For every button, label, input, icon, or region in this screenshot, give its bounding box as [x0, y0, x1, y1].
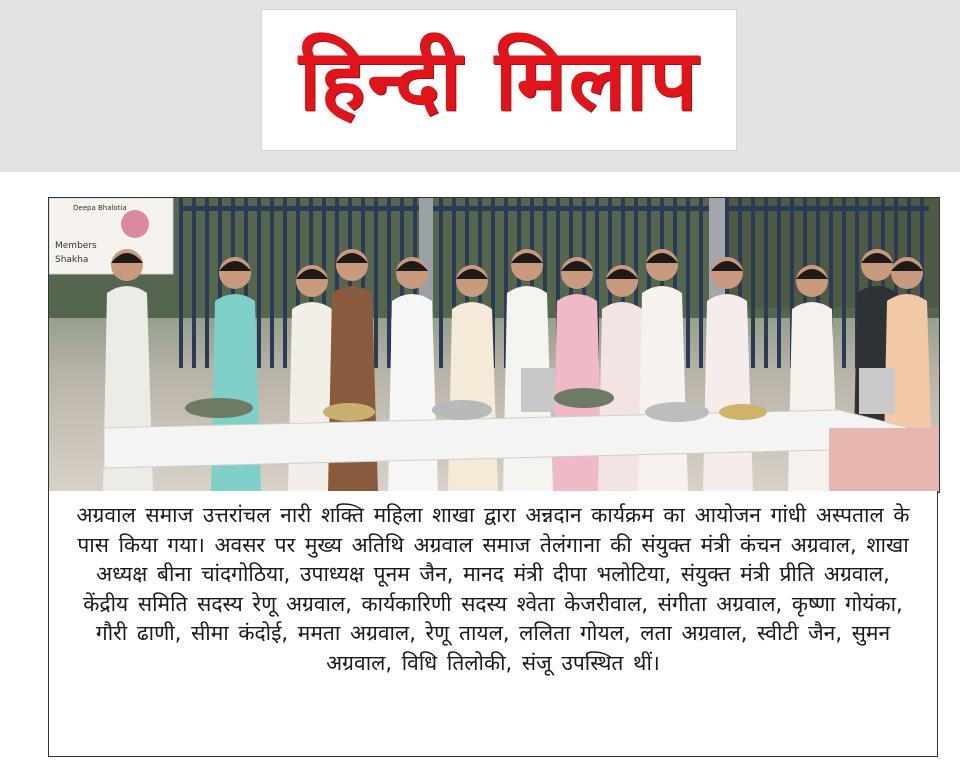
leaf-plate-stack	[185, 398, 253, 418]
fence-bar	[699, 198, 703, 368]
steel-bucket	[521, 368, 555, 412]
pink-table	[829, 428, 939, 492]
fence-rail	[179, 206, 929, 211]
food-bowl	[323, 403, 375, 421]
fence-bar	[686, 198, 690, 368]
news-caption: अग्रवाल समाज उत्तरांचल नारी शक्ति महिला शाखा द्वारा अन्नदान कार्यक्रम का आयोजन गांधी अस्पताल के पास किया गया। अवसर पर मुख्य अतिथि अग्रवाल समाज तेलंगाना की संयुक्त मंत्री कंचन अग्रवाल, शाखा अध्यक्ष बीना चांदगोठिया, उपाध्यक्ष पूनम जैन, मानद मंत्री दीपा भलोटिया, संयुक्त मंत्री प्रीति अग्रवाल, केंद्रीय समिति सदस्य रेणू अग्रवाल, कार्यकारिणी सदस्य श्वेता केजरीवाल, संगीता अग्रवाल, कृष्णा गोयंका, गौरी ढाणी, सीमा कंदोई, ममता अग्रवाल, रेणू तायल, ललिता गोयल, लता अग्रवाल, स्वीटी जैन, सुमन अग्रवाल, विधि तिलोकी, संजू उपस्थित थीं।	[76, 503, 910, 675]
fence-bar	[764, 198, 768, 368]
fence-bar	[387, 198, 391, 368]
steel-bowl	[645, 402, 709, 422]
caption-box	[48, 491, 938, 757]
fence-bar	[751, 198, 755, 368]
fence-bar	[205, 198, 209, 368]
banner-top-text: Deepa Bhalotia	[73, 204, 127, 212]
fence-bar	[257, 198, 261, 368]
fence-bar	[283, 198, 287, 368]
photo-illustration	[49, 198, 939, 492]
leaf-plate-stack	[554, 388, 614, 408]
masthead-logo	[262, 10, 736, 150]
masthead-title: हिन्दी मिलाप	[298, 31, 700, 129]
banner-text-line: Members	[55, 241, 97, 251]
steel-bowl	[432, 400, 492, 420]
steel-bucket	[859, 368, 895, 414]
news-photo	[48, 197, 940, 493]
fence-bar	[842, 198, 846, 368]
fence-bar	[179, 198, 183, 368]
banner-text-line: Shakha	[55, 255, 89, 265]
fence-bar	[192, 198, 196, 368]
fence-bar	[270, 198, 274, 368]
fence-bar	[777, 198, 781, 368]
fence-bar	[374, 198, 378, 368]
food-bowl	[719, 404, 767, 420]
masthead-band	[0, 0, 960, 172]
banner-portrait	[121, 210, 149, 238]
fence-bar	[439, 198, 443, 368]
